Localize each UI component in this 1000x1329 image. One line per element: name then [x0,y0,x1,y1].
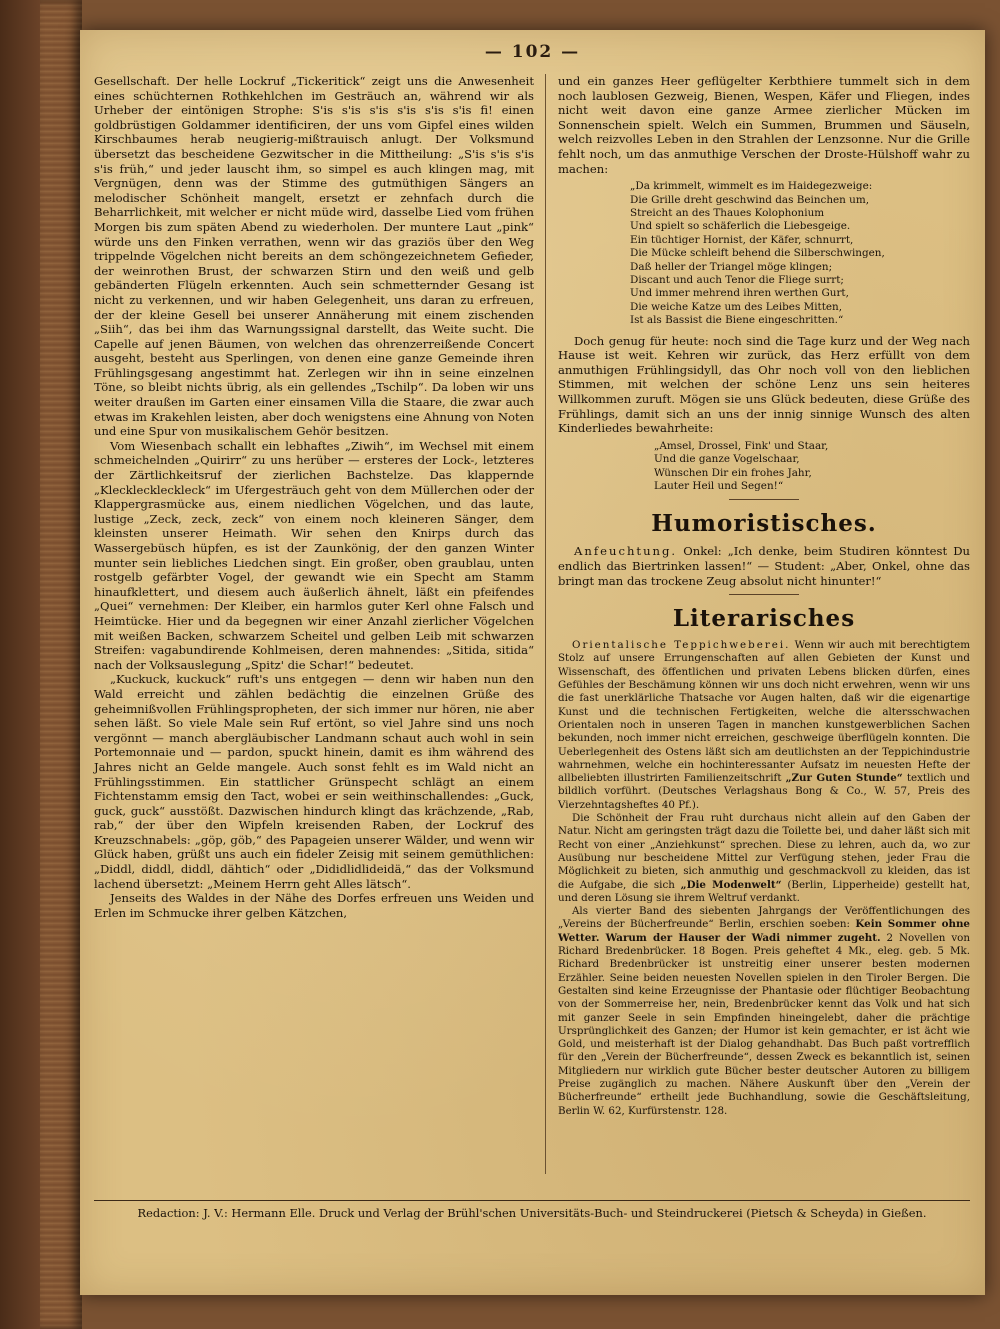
literary-item [558,812,970,905]
poem-line: Und immer mehrend ihren werthen Gurt, [630,287,849,300]
poem-line: Und spielt so schäferlich die Liebesgeige. [630,220,851,233]
literary-item-text: Wenn wir auch mit berechtigtem Stolz auf unsere Errungenschaften auf allen Gebieten der Kunst und Wissenschaft, des öffentlichen und privaten Lebens blicken dürfen, eines Gefühles der Beschämung können wir uns doch nicht erwehren, wenn wir uns die fast unerklärliche Thatsache vor Augen halten, daß wir die eigenartige Kunst und die technischen Fertigkeiten, welche die altersschwachen Orientalen noch in unseren Tagen in manchen kunstgewerblichen Sachen bekunden, noch immer nicht erreichen, geschweige überflügeln konnten. Die Ueberlegenheit des Ostens läßt sich am deutlichsten an der Teppichindustrie wahrnehmen, welche ein hochinteressanter Aufsatz im neuesten Hefte der allbeliebten illustrirten Familienzeitschrift [558,639,970,785]
poem-droste [630,180,970,327]
paragraph: „Kuckuck, kuckuck“ ruft's uns entgegen — denn wir haben nun den Wald erreicht und zählen bedächtig die einzelnen Grüße des geheimnißvollen Frühlingspropheten, der sich immer nur hören, nie aber sehen läßt. So viele Male sein Ruf ertönt, so viel Jahre sind uns noch vergönnt — manch abergläubischer Landmann schaut auch wohl in sein Portemonnaie und — pardon, spuckt hinein, damit es ihm während des Jahres nicht an Gelde mangele. Auch sonst fehlt es im Wald nicht an Frühlingsstimmen. Ein stattlicher Grünspecht schlägt an einem Fichtenstamm emsig den Tact, wobei er sein weithinschallendes: „Guck, guck, guck“ ausstößt. Dazwischen hindurch klingt das krächzende, „Rab, rab,“ der über den Wipfeln kreisenden Raben, der Lockruf des Kreuzschnabels: „göp, göb,“ des Papageien unserer Wälder, und wenn wir Glück haben, grüßt uns auch ein fideler Zeisig mit seinem gemüthlichen: „Diddl, diddl, diddl, dähtich“ oder „Dididlidlideidä,“ das der Volksmund lachend übersetzt: „Meinem Herrn geht Alles lätsch“. [94,672,534,891]
right-column [558,74,970,1118]
poem-line: „Amsel, Drossel, Fink' und Staar, [654,439,829,452]
paragraph: Jenseits des Waldes in der Nähe des Dorfes erfreuen uns Weiden und Erlen im Schmucke ihrer gelben Kätzchen, [94,891,534,920]
paragraph: Gesellschaft. Der helle Lockruf „Tickeritick“ zeigt uns die Anwesenheit eines schüchternen Rothkehlchen im Gesträuch an, während wir als Urheber der eintönigen Strophe: S'is s'is s'is s'is s'is s'is fi! einen goldbrüstigen Goldammer identificiren, der uns vom Gipfel eines wilden Kirschbaumes herab neugierig-mißtrauisch anlugt. Der Volksmund übersetzt das bescheidene Gezwitscher in die Mittheilung: „S'is s'is s'is s'is früh,“ und jeder lauscht ihm, so simpel es auch klingen mag, mit Vergnügen, denn was der Stimme des gutmüthigen Sängers an melodischer Schönheit mangelt, ersetzt er zehnfach durch die Beharrlichkeit, mit welcher er nicht müde wird, dasselbe Lied vom frühen Morgen bis zum späten Abend zu wiederholen. Der muntere Laut „pink“ würde uns den Finken verrathen, wenn wir das graziös über den Weg trippelnde Vögelchen nicht bereits an dem schöngezeichnetem Gefieder, der weinrothen Brust, der schwarzen Stirn und den weiß und gelb gebänderten Flügeln erkennten. Auch sein schmetternder Gesang ist nicht zu verkennen, und wir haben Gelegenheit, uns daran zu erfreuen, der der kleine Gesell bei unserer Annäherung mit einem zischenden „Siih“, das bei ihm das Warnungssignal darstellt, das Weite sucht. Die Capelle auf jenen Bäumen, von welchen das ohrenzerreißende Concert ausgeht, besteht aus Sperlingen, von denen eine ganze Gemeinde ihren Frühlingsgesang angestimmt hat. Zerlegen wir ihn in seine einzelnen Töne, so bleibt nichts übrig, als ein gellendes „Tschilp“. Da loben wir uns weiter draußen im Garten einer einsamen Villa die Staare, die zwar auch etwas im Krakehlen leisten, aber doch wenigstens eine Ahnung von Noten und eine Spur von musikalischem Gehör besitzen. [94,74,534,439]
poem-line: Die Mücke schleift behend die Silberschwingen, [630,247,885,260]
poem-line: Wünschen Dir ein frohes Jahr, [654,466,812,479]
literary-item-text: Als vierter Band des siebenten Jahrgangs der Veröffentlichungen des „Vereins der Bücherfreunde“ Berlin, erschien soeben: [558,905,970,931]
literary-item-title: Orientalische Teppichweberei. [572,639,791,652]
poem-line: Ist als Bassist die Biene eingeschritten.“ [630,314,844,327]
literary-item [558,639,970,812]
literary-item [558,905,970,1118]
column-divider [545,74,546,1174]
newspaper-page [80,30,985,1295]
literary-item-text: Die Schönheit der Frau ruht durchaus nicht allein auf den Gaben der Natur. Nicht am geringsten trägt dazu die Toilette bei, und daher läßt sich mit Recht von einer „Anziehkunst“ sprechen. Diese zu lehren, auch da, wo zur Ausübung nur bescheidene Mittel zur Verfügung stehen, jeder Frau die Möglichkeit zu bieten, sich anmuthig und geschmackvoll zu kleiden, das ist die Aufgabe, die sich [558,812,970,891]
separator-rule [729,594,799,595]
literary-item-text: textlich und bildlich vorführt. (Deutsches Verlagshaus Bong & Co., W. 57, Preis des Vierzehntagsheftes 40 Pf.). [558,772,970,811]
separator-rule [729,499,799,500]
literary-item-text: 2 Novellen von Richard Bredenbrücker. 18 Bogen. Preis geheftet 4 Mk., eleg. geb. 5 Mk. Richard Bredenbrücker ist unstreitig einer unserer besten modernen Erzähler. Seine beiden neuesten Novellen spielen in den Tiroler Bergen. Die Gestalten sind keine Erzeugnisse der Phantasie oder flüchtiger Beobachtung von der Sommerreise her, nein, Bredenbrücker kennt das Volk und hat sich mit ganzer Seele in sein Empfinden hineingelebt, daher die prächtige Ursprünglichkeit des Ganzen; der Humor ist kein gemachter, er ist ächt wie Gold, und meisterhaft ist der Dialog gehandhabt. Das Buch paßt vortrefflich für den „Verein der Bücherfreunde“, dessen Zweck es bekanntlich ist, seinen Mitgliedern nur wirklich gute Bücher bester deutscher Autoren zu billigem Preise zugänglich zu machen. Nähere Auskunft über den „Verein der Bücherfreunde“ ertheilt jede Buchhandlung, sowie die Geschäftsleitung, Berlin W. 62, Kurfürstenstr. 128. [558,931,970,1117]
humor-item [558,544,970,588]
poem-line: Streicht an des Thaues Kolophonium [630,206,825,219]
magazine-title: „Die Modenwelt“ [680,878,782,891]
book-title: Kein Sommer ohne Wetter. Warum der Hauser der Wadi nimmer zugeht. [558,918,970,944]
page-number: — 102 — [484,42,581,62]
poem-line: Und die ganze Vogelschaar, [654,453,800,466]
paragraph: Vom Wiesenbach schallt ein lebhaftes „Ziwih“, im Wechsel mit einem schmeichelnden „Quirirr“ zu uns herüber — ersteres der Lock-, letzteres der Zärtlichkeitsruf der zierlichen Bachstelze. Das klappernde „Kleckleckleckleck“ im Ufergesträuch geht von dem Müllerchen oder der Klappergrasmücke aus, einem niedlichen Vögelchen, und das laute, lustige „Zeck, zeck, zeck“ von einem noch kleineren Sänger, dem kleinsten unserer Heimath. Wir sehen den Knirps durch das Wassergebüsch hüpfen, es ist der Zaunkönig, der den ganzen Winter munter sein liebliches Liedchen singt. Ein großer, oben graublau, unten rostgelb gefärbter Vogel, der gewandt wie ein Specht am Stamm hinaufklettert, und diesem auch äußerlich ähnelt, läßt ein pfeifendes „Quei“ vernehmen: Der Kleiber, ein harmlos guter Kerl ohne Falsch und Heimtücke. Hier und da begegnen wir einer Anzahl zierlicher Vögelchen mit weißen Backen, schwarzem Scheitel und gelben Leib mit schwarzen Streifen: vagabundirende Kohlmeisen, deren mahnendes: „Sitida, sitida“ nach der Volksauslegung „Spitz' die Schar!“ bedeutet. [94,438,534,672]
poem-line: „Da krimmelt, wimmelt es im Haidegezweige: [630,180,873,193]
imprint-line: Redaction: J. V.: Hermann Elle. Druck und Verlag der Brühl'schen Universitäts-Buch- und Steindruckerei (Pietsch & Scheyda) in Gießen. [137,1206,927,1220]
poem-line: Lauter Heil und Segen!“ [654,480,784,492]
humor-text: Onkel: „Ich denke, beim Studiren könntest Du endlich das Biertrinken lassen!“ — Student: „Aber, Onkel, ohne das bringt man das trockene Zeug absolut nicht hinunter!“ [558,544,970,588]
literary-item-text: (Berlin, Lipperheide) gestellt hat, und deren Lösung sie ihrem Weltruf verdankt. [558,878,970,904]
poem-line: Daß heller der Triangel möge klingen; [630,260,833,273]
literary-heading: Literarisches [672,605,856,633]
humor-keyword: Anfeuchtung. [574,544,678,559]
poem-children-song [654,440,970,494]
paragraph: Doch genug für heute: noch sind die Tage kurz und der Weg nach Hause ist weit. Kehren wir zurück, das Herz erfüllt von dem anmuthigen Frühlingsidyll, das Ohr noch voll von den lieblichen Stimmen, mit welchen der schöne Lenz uns sein heiteres Willkommen zuruft. Mögen sie uns Glück bedeuten, diese Grüße des Frühlings, damit sich an uns der innig sinnige Wunsch des alten Kinderliedes bewahrheite: [558,333,970,436]
literary-section [558,639,970,1118]
footer-rule [94,1200,970,1201]
poem-line: Discant und auch Tenor die Fliege surrt; [630,274,844,286]
poem-line: Die weiche Katze um des Leibes Mitten, [630,300,843,313]
left-column [94,74,534,920]
poem-line: Ein tüchtiger Hornist, der Käfer, schnurrt, [630,233,854,246]
book-binding-edge [40,0,82,1329]
paragraph: und ein ganzes Heer geflügelter Kerbthiere tummelt sich in dem noch laublosen Gezweig, Bienen, Wespen, Käfer und Fliegen, indes nicht weit davon eine ganze Armee zierlicher Mücken im Sonnenschein spielt. Welch ein Summen, Brummen und Säuseln, welch reizvolles Leben in den Strahlen der Lenzsonne. Nur die Grille fehlt noch, um das anmuthige Verschen der Droste-Hülshoff wahr zu machen: [558,74,970,176]
magazine-title: „Zur Guten Stunde“ [785,772,903,785]
humor-heading: Humoristisches. [651,510,877,538]
poem-line: Die Grille dreht geschwind das Beinchen um, [630,193,870,206]
